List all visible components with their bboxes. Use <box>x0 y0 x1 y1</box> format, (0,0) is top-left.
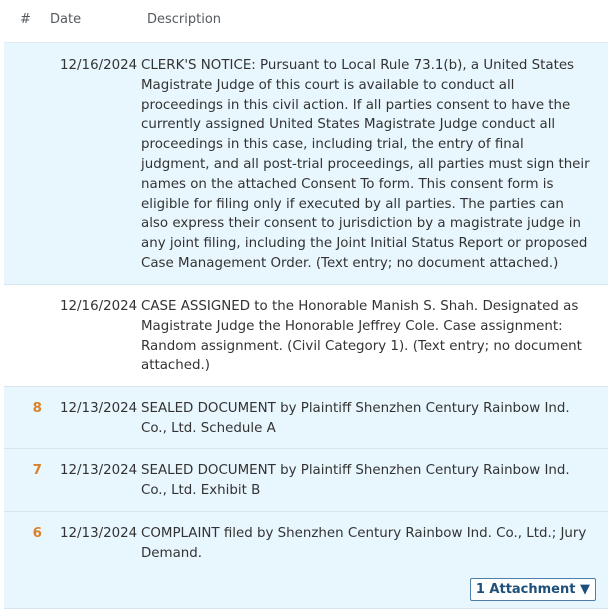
table-header <box>4 0 608 43</box>
docket-entry-row <box>4 512 608 609</box>
header-description: Description <box>147 12 222 27</box>
entry-number-link[interactable]: 7 <box>32 463 42 478</box>
docket-entry-row <box>4 387 608 449</box>
entry-number-link[interactable]: 8 <box>32 401 42 416</box>
entry-description: CLERK'S NOTICE: Pursuant to Local Rule 73.1(b), a United States Magistrate Judge of this court is available to conduct all proceedings in this civil action. If all parties consent to have the currently assigned United States Magistrate Judge conduct all proceedings in this case, including trial, the entry of final judgment, and all post-trial proceedings, all parties must sign their names on the attached Consent To form. This consent form is eligible for filing only if executed by all parties. The parties can also express their consent to jurisdiction by a magistrate judge in any joint filing, including the Joint Initial Status Report or proposed Case Management Order. (Text entry; no document attached.) <box>141 58 590 271</box>
entry-description: SEALED DOCUMENT by Plaintiff Shenzhen Century Rainbow Ind. Co., Ltd. Exhibit B <box>141 463 570 498</box>
header-date: Date <box>50 12 82 27</box>
docket-entry-row <box>4 285 608 387</box>
attachment-toggle-button[interactable]: 1 Attachment ▼ <box>470 578 596 601</box>
entry-date: 12/16/2024 <box>60 299 138 314</box>
docket-entry-row <box>4 43 608 285</box>
docket-table <box>4 0 608 609</box>
docket-entry-row <box>4 449 608 512</box>
entry-date: 12/13/2024 <box>60 401 138 416</box>
entry-description: CASE ASSIGNED to the Honorable Manish S. Shah. Designated as Magistrate Judge the Honorable Jeffrey Cole. Case assignment: Random assignment. (Civil Category 1). (Text entry; no document attached.) <box>141 299 582 374</box>
entry-date: 12/16/2024 <box>60 58 138 73</box>
entry-description: SEALED DOCUMENT by Plaintiff Shenzhen Century Rainbow Ind. Co., Ltd. Schedule A <box>141 401 570 436</box>
entry-number-link[interactable]: 6 <box>32 526 42 541</box>
entry-date: 12/13/2024 <box>60 463 138 478</box>
entry-description: COMPLAINT filed by Shenzhen Century Rainbow Ind. Co., Ltd.; Jury Demand. <box>141 526 587 561</box>
header-number: # <box>20 12 31 27</box>
entry-date: 12/13/2024 <box>60 526 138 541</box>
